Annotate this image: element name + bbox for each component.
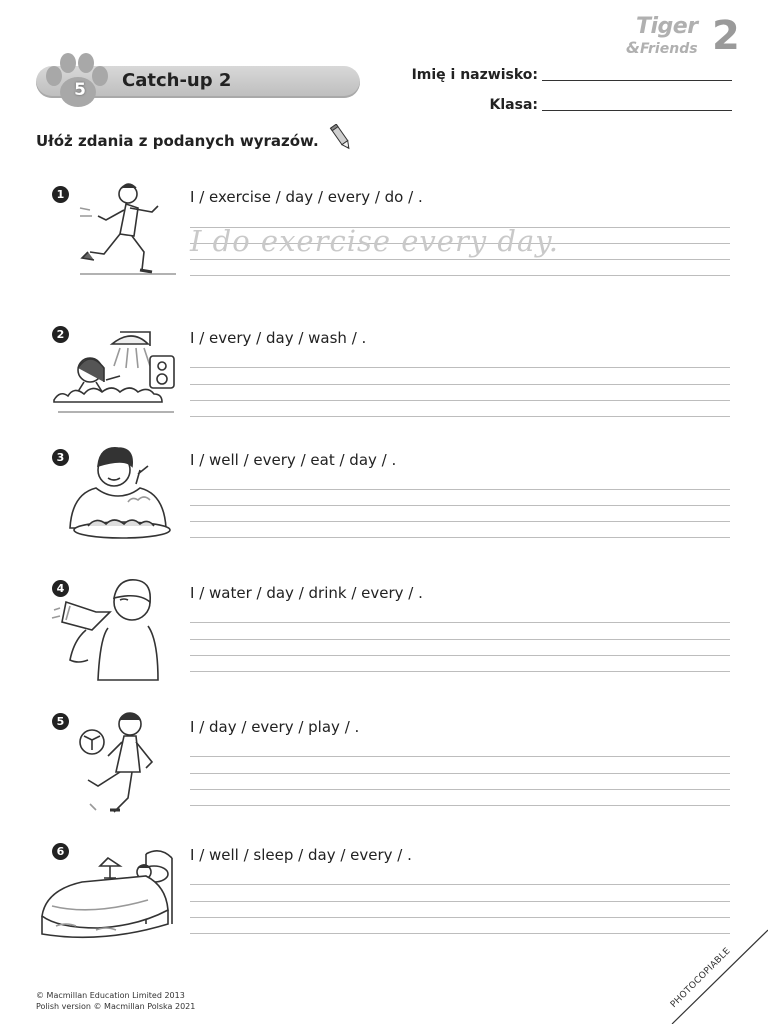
- boy-eating-illustration: [66, 444, 180, 548]
- boy-playing-football-illustration: [70, 708, 170, 818]
- exercise-4-number: 4: [52, 580, 69, 597]
- answer-line: [190, 756, 730, 757]
- logo-level-number: 2: [712, 13, 740, 59]
- answer-line: [190, 655, 730, 656]
- answer-line: [190, 259, 730, 260]
- answer-line: [190, 671, 730, 672]
- exercise-6-prompt: I / well / sleep / day / every / .: [190, 846, 412, 864]
- answer-line: [190, 521, 730, 522]
- class-field-label: Klasa:: [489, 97, 538, 113]
- tiger-and-friends-logo: [626, 14, 744, 62]
- exercise-3-number: 3: [52, 449, 69, 466]
- child-sleeping-illustration: [36, 846, 182, 946]
- answer-line: [190, 805, 730, 806]
- exercise-1-prompt: I / exercise / day / every / do / .: [190, 188, 423, 206]
- class-field[interactable]: [542, 110, 732, 111]
- name-field[interactable]: [542, 80, 732, 81]
- logo-word-tiger: Tiger: [636, 14, 698, 39]
- answer-line: [190, 773, 730, 774]
- answer-line: [190, 505, 730, 506]
- exercise-6-number: 6: [52, 843, 69, 860]
- exercise-2-prompt: I / every / day / wash / .: [190, 329, 367, 347]
- page-title: Catch-up 2: [122, 70, 232, 91]
- exercise-4-prompt: I / water / day / drink / every / .: [190, 584, 423, 602]
- answer-line: [190, 884, 730, 885]
- exercise-5-number: 5: [52, 713, 69, 730]
- photocopiable-label: PHOTOCOPIABLE: [668, 946, 733, 1010]
- answer-line: [190, 622, 730, 623]
- logo-ampersand: &: [626, 38, 640, 57]
- girl-showering-illustration: [50, 322, 182, 420]
- unit-number: 5: [74, 80, 86, 100]
- answer-line: [190, 384, 730, 385]
- answer-line: [190, 789, 730, 790]
- pencil-icon: [328, 124, 354, 152]
- answer-line: [190, 537, 730, 538]
- name-field-label: Imię i nazwisko:: [411, 67, 538, 83]
- instruction-text: Ułóż zdania z podanych wyrazów.: [36, 132, 319, 150]
- answer-line: [190, 639, 730, 640]
- exercise-5-prompt: I / day / every / play / .: [190, 718, 360, 736]
- exercise-3-prompt: I / well / every / eat / day / .: [190, 451, 397, 469]
- copyright-line-1: © Macmillan Education Limited 2013: [36, 991, 185, 1000]
- answer-line: [190, 367, 730, 368]
- paw-print-icon: [40, 52, 110, 110]
- boy-drinking-illustration: [46, 578, 160, 682]
- copyright-line-2: Polish version © Macmillan Polska 2021: [36, 1002, 196, 1011]
- photocopiable-corner: [632, 890, 768, 1024]
- exercise-1-number: 1: [52, 186, 69, 203]
- boy-running-illustration: [70, 180, 180, 280]
- answer-line: [190, 400, 730, 401]
- exercise-2-number: 2: [52, 326, 69, 343]
- exercise-1-example-answer: I do exercise every day.: [190, 224, 560, 258]
- answer-line: [190, 275, 730, 276]
- answer-line: [190, 416, 730, 417]
- answer-line: [190, 489, 730, 490]
- logo-word-friends: Friends: [640, 41, 698, 57]
